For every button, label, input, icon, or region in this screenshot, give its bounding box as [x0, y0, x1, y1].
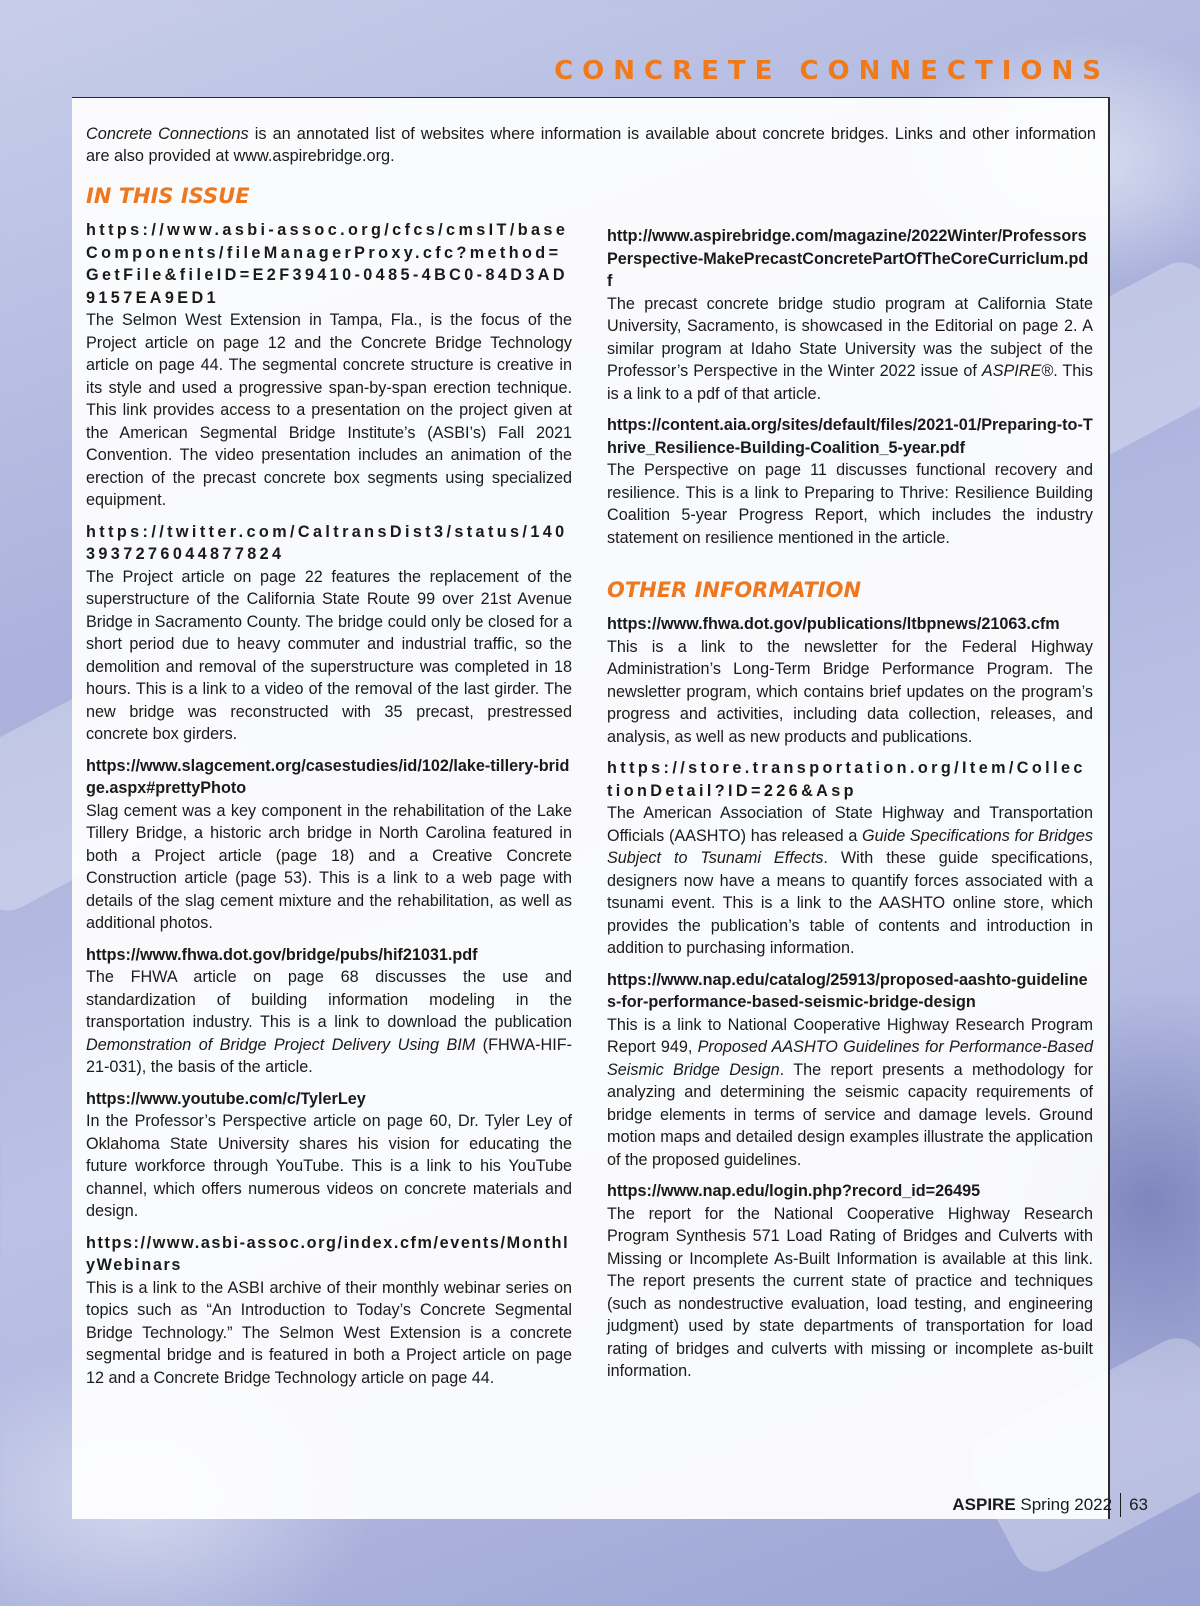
link-description: The report for the National Cooperative Highway Research Program Synthesis 571 Load Rating of Bridges and Culverts with Missing or Incomplete As-Built Information is available at this link. The report presents the current state of practice and techniques (such as nondestructive evaluation, load testing, and engineering judgment) used by state departments of transportation for load rating of bridges and culverts with missing or incomplete as-built information.	[607, 1204, 1093, 1380]
link-url[interactable]: https://www.fhwa.dot.gov/bridge/pubs/hif21031.pdf	[86, 945, 478, 964]
footer-divider	[1120, 1493, 1121, 1517]
link-description	[607, 1014, 1093, 1172]
publication-title: ASPIRE®	[981, 362, 1054, 380]
desc-text: The precast concrete bridge studio program at California State University, Sacramento, is showcased in the Editorial on page 2. A similar program at Idaho State University was the subject of the Professor’s Perspective in the Winter 2022 issue of	[607, 294, 1093, 380]
link-url[interactable]: https://content.aia.org/sites/default/files/2021-01/Preparing-to-Thrive_Resilience-Building-Coalition_5-year.pdf	[607, 416, 1093, 457]
in-this-issue-heading: IN THIS ISSUE	[86, 184, 250, 208]
link-description: The Project article on page 22 features the replacement of the superstructure of the California State Route 99 over 21st Avenue Bridge in Sacramento County. The bridge could only be closed for a short period due to heavy commuter and industrial traffic, so the demolition and removal of the superstructure was completed in 18 hours. This is a link to a video of the removal of the last girder. The new bridge was reconstructed with 35 precast, prestressed concrete box girders.	[86, 567, 572, 743]
intro-paragraph	[86, 123, 1096, 167]
issue-label: Spring 2022	[1020, 1495, 1113, 1514]
left-column	[86, 183, 572, 1398]
link-description: The Perspective on page 11 discusses functional recovery and resilience. This is a link to Preparing to Thrive: Resilience Building Coalition 5-year Progress Report, which includes the industry statement on resilience mentioned in the article.	[607, 461, 1093, 547]
link-url[interactable]: https://store.transportation.org/Item/CollectionDetail?ID=226&Asp	[607, 759, 1086, 800]
link-description: Slag cement was a key component in the rehabilitation of the Lake Tillery Bridge, a historic arch bridge in North Carolina featured in both a Project article (page 18) and a Creative Concrete Construction article (page 53). This is a link to a web page with details of the slag cement mixture and the rehabilitation, as well as additional photos.	[86, 801, 572, 932]
desc-text: . The report presents a methodology for analyzing and determining the seismic capacity requirements of bridge elements in terms of service and damage levels. Ground motion maps and detailed design examples illustrate the application of the proposed guidelines.	[607, 1060, 1093, 1169]
link-description: The Selmon West Extension in Tampa, Fla., is the focus of the Project article on page 12 and the Concrete Bridge Technology article on page 44. The segmental concrete structure is creative in its style and used a progressive span-by-span erection technique. This link provides access to a presentation on the project given at the American Segmental Bridge Institute’s (ASBI’s) Fall 2021 Convention. The video presentation includes an animation of the erection of the precast concrete box segments using specialized equipment.	[86, 311, 572, 509]
link-entry	[86, 1232, 572, 1390]
link-url[interactable]: http://www.aspirebridge.com/magazine/2022Winter/ProfessorsPerspective-MakePrecastConcretePartOfTheCoreCurriclum.pdf	[607, 227, 1089, 290]
magazine-name: ASPIRE	[952, 1495, 1016, 1514]
link-description: This is a link to the ASBI archive of their monthly webinar series on topics such as “An Introduction to Today’s Concrete Segmental Bridge Technology.” The Selmon West Extension is a concrete segmental bridge and is featured in both a Project article on page 12 and a Concrete Bridge Technology article on page 44.	[86, 1278, 572, 1387]
link-entry	[86, 521, 572, 746]
link-entry	[607, 969, 1093, 1172]
desc-text: (FHWA-HIF-21-031), the basis of the article.	[86, 1035, 572, 1076]
link-entry	[607, 613, 1093, 748]
link-description: This is a link to the newsletter for the Federal Highway Administration’s Long-Term Bridge Performance Program. The newsletter program, which contains brief updates on the program’s progress and activities, including data collection, releases, and analysis, as well as new products and publications.	[607, 637, 1093, 746]
link-description: In the Professor’s Perspective article on page 60, Dr. Tyler Ley of Oklahoma State University shares his vision for educating the future workforce through YouTube. This is a link to his YouTube channel, which offers numerous videos on concrete materials and design.	[86, 1112, 572, 1220]
link-entry	[86, 219, 572, 512]
link-description	[607, 293, 1093, 406]
other-information-heading: OTHER INFORMATION	[607, 578, 862, 602]
section-title: CONCRETE CONNECTIONS	[554, 56, 1110, 86]
link-entry	[607, 1180, 1093, 1383]
link-entry	[607, 414, 1093, 549]
link-entry	[86, 1088, 572, 1223]
publication-title: Proposed AASHTO Guidelines for Performance-Based Seismic Bridge Design	[607, 1038, 1093, 1079]
publication-title: Guide Specifications for Bridges Subject to Tsunami Effects	[607, 826, 1093, 867]
link-url[interactable]: https://www.youtube.com/c/TylerLey	[86, 1089, 366, 1108]
link-url[interactable]: https://www.nap.edu/catalog/25913/proposed-aashto-guidelines-for-performance-based-seismic-bridge-design	[607, 970, 1088, 1011]
desc-text: . This is a link to a pdf of that article.	[607, 362, 1093, 403]
right-column	[607, 225, 1093, 1392]
link-description	[86, 966, 572, 1079]
link-url[interactable]: https://www.slagcement.org/casestudies/id/102/lake-tillery-bridge.aspx#prettyPhoto	[86, 756, 570, 797]
link-description	[607, 802, 1093, 960]
desc-text: This is a link to National Cooperative Highway Research Program Report 949,	[607, 1015, 1093, 1056]
link-entry	[607, 225, 1093, 405]
link-entry	[86, 944, 572, 1079]
desc-text: The American Association of State Highway and Transportation Officials (AASHTO) has released a	[607, 804, 1093, 845]
page-number: 63	[1129, 1495, 1148, 1514]
intro-lead: Concrete Connections	[86, 125, 249, 143]
link-entry	[86, 755, 572, 935]
link-entry	[607, 757, 1093, 960]
publication-title: Demonstration of Bridge Project Delivery Using BIM	[86, 1035, 476, 1054]
link-url[interactable]: https://www.nap.edu/login.php?record_id=26495	[607, 1182, 981, 1200]
link-url[interactable]: https://twitter.com/CaltransDist3/status/1403937276044877824	[86, 522, 568, 563]
desc-text: . With these guide specifications, designers now have a means to quantify forces associated with a tsunami event. This is a link to the AASHTO online store, which provides the publication’s table of contents and introduction in addition to purchasing information.	[607, 849, 1093, 957]
link-url[interactable]: https://www.asbi-assoc.org/cfcs/cmsIT/baseComponents/fileManagerProxy.cfc?method=GetFile&fileID=E2F39410-0485-4BC0-84D3AD9157EA9ED1	[86, 221, 569, 307]
intro-text: is an annotated list of websites where information is available about concrete bridges. Links and other information are also provided at www.aspirebridge.org.	[86, 125, 1096, 165]
desc-text: The FHWA article on page 68 discusses the use and standardization of building information modeling in the transportation industry. This is a link to download the publication	[86, 968, 572, 1031]
page-footer	[952, 1493, 1148, 1517]
link-url[interactable]: https://www.fhwa.dot.gov/publications/ltbpnews/21063.cfm	[607, 615, 1060, 633]
link-url[interactable]: https://www.asbi-assoc.org/index.cfm/events/MonthlyWebinars	[86, 1233, 570, 1274]
